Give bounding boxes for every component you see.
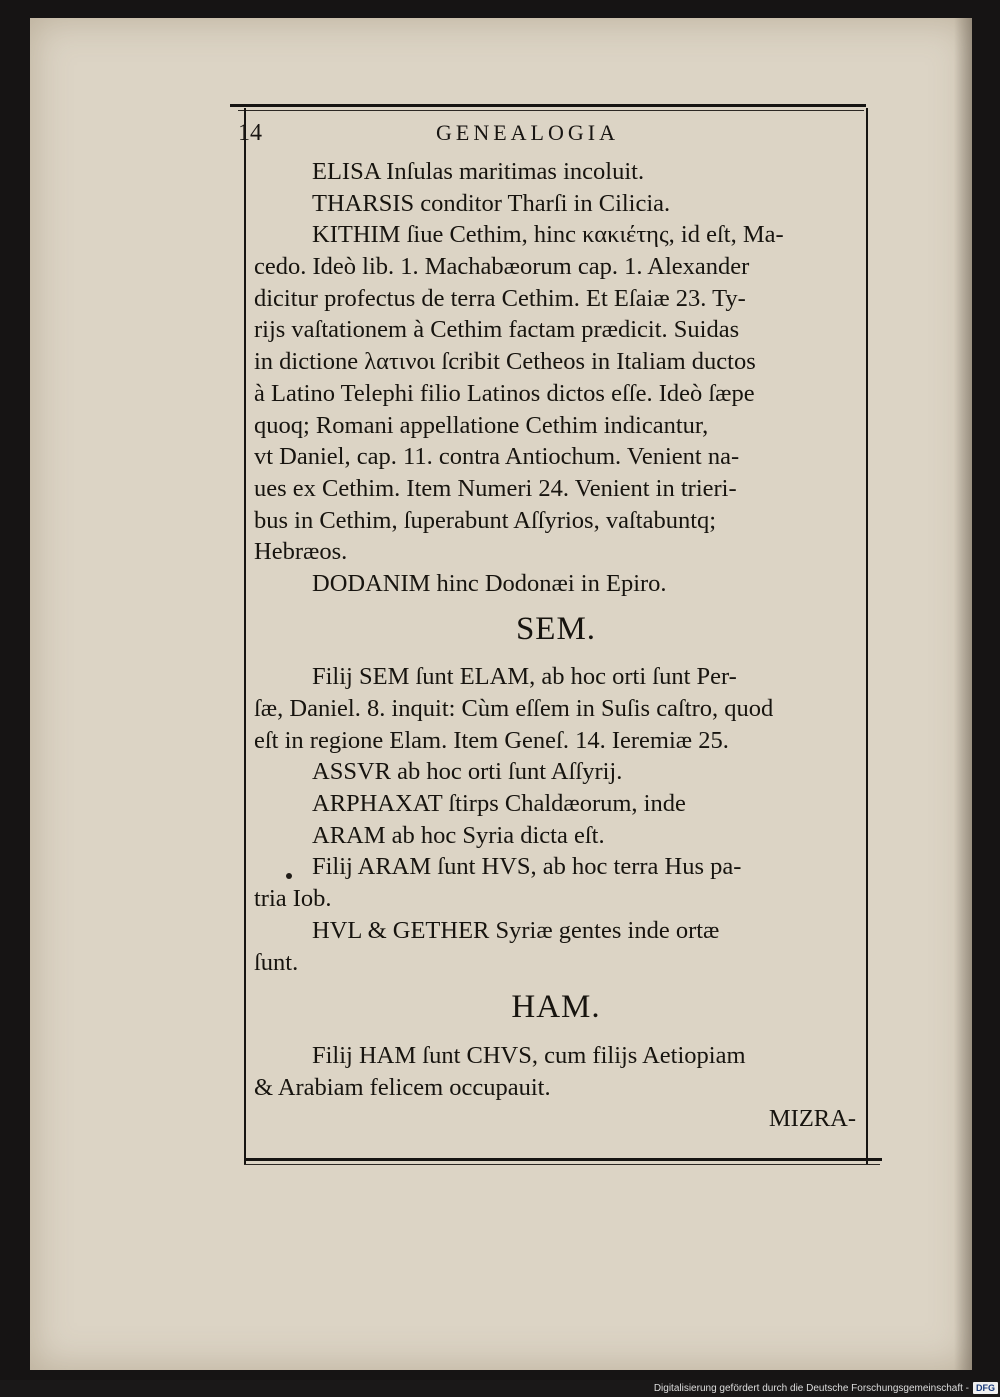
text-line: quoq; Romani appellatione Cethim indicantur, (254, 411, 709, 439)
text-line: eſt in regione Elam. Item Geneſ. 14. Ieremiæ 25. (254, 726, 729, 754)
text-line: THARSIS conditor Tharſi in Cilicia. (312, 189, 671, 217)
text-line: ARPHAXAT ſtirps Chaldæorum, inde (312, 790, 686, 818)
text-line: tria Iob. (254, 885, 332, 913)
text-line: Hebræos. (254, 538, 348, 566)
page-number: 14 (238, 120, 262, 146)
text-line: vt Daniel, cap. 11. contra Antiochum. Venient na- (254, 443, 740, 471)
bottom-rule-thin (244, 1164, 880, 1165)
section-heading: SEM. (515, 610, 597, 647)
text-line: Filij SEM ſunt ELAM, ab hoc orti ſunt Per- (312, 663, 737, 691)
text-line: ARAM ab hoc Syria dicta eſt. (312, 821, 605, 849)
text-line: in dictione λατινοι ſcribit Cetheos in Italiam ductos (254, 348, 756, 376)
text-block (254, 156, 858, 1135)
footer-text: Digitalisierung gefördert durch die Deutsche Forschungsgemeinschaft - (653, 1382, 969, 1394)
stray-dot-mark (286, 873, 292, 879)
text-line: ſæ, Daniel. 8. inquit: Cùm eſſem in Suſis caſtro, quod (254, 695, 774, 723)
text-line: bus in Cethim, ſuperabunt Aſſyrios, vaſtabuntq; (254, 506, 717, 534)
section-heading: HAM. (511, 989, 601, 1026)
catchword: MIZRA- (768, 1105, 856, 1133)
top-rule (230, 104, 866, 107)
running-title: GENEALOGIA (436, 120, 619, 145)
digitization-footer (654, 1381, 998, 1395)
text-line: ues ex Cethim. Item Numeri 24. Venient in trieri- (254, 474, 737, 502)
text-line: ſunt. (254, 948, 299, 976)
text-line: DODANIM hinc Dodonæi in Epiro. (312, 569, 667, 597)
text-line: ASSVR ab hoc orti ſunt Aſſyrij. (312, 758, 623, 786)
text-line: Filij ARAM ſunt HVS, ab hoc terra Hus pa- (312, 853, 742, 881)
text-line: rijs vaſtationem à Cethim factam prædicit. Suidas (254, 316, 740, 344)
text-line: dicitur profectus de terra Cethim. Et Eſaiæ 23. Ty- (254, 284, 746, 312)
text-line: ELISA Inſulas maritimas incoluit. (312, 158, 645, 185)
text-line: & Arabiam felicem occupauit. (254, 1073, 551, 1101)
text-line: HVL & GETHER Syriæ gentes inde ortæ (312, 916, 720, 944)
bottom-rule (244, 1158, 882, 1161)
dfg-logo: DFG (973, 1382, 998, 1394)
text-line: KITHIM ſiue Cethim, hinc κακιέτης, id eſt, Ma- (312, 221, 784, 249)
text-line: cedo. Ideò lib. 1. Machabæorum cap. 1. Alexander (254, 253, 750, 281)
text-line: à Latino Telephi filio Latinos dictos eſſe. Ideò ſæpe (254, 379, 755, 407)
text-line: Filij HAM ſunt CHVS, cum filijs Aetiopiam (312, 1041, 746, 1069)
